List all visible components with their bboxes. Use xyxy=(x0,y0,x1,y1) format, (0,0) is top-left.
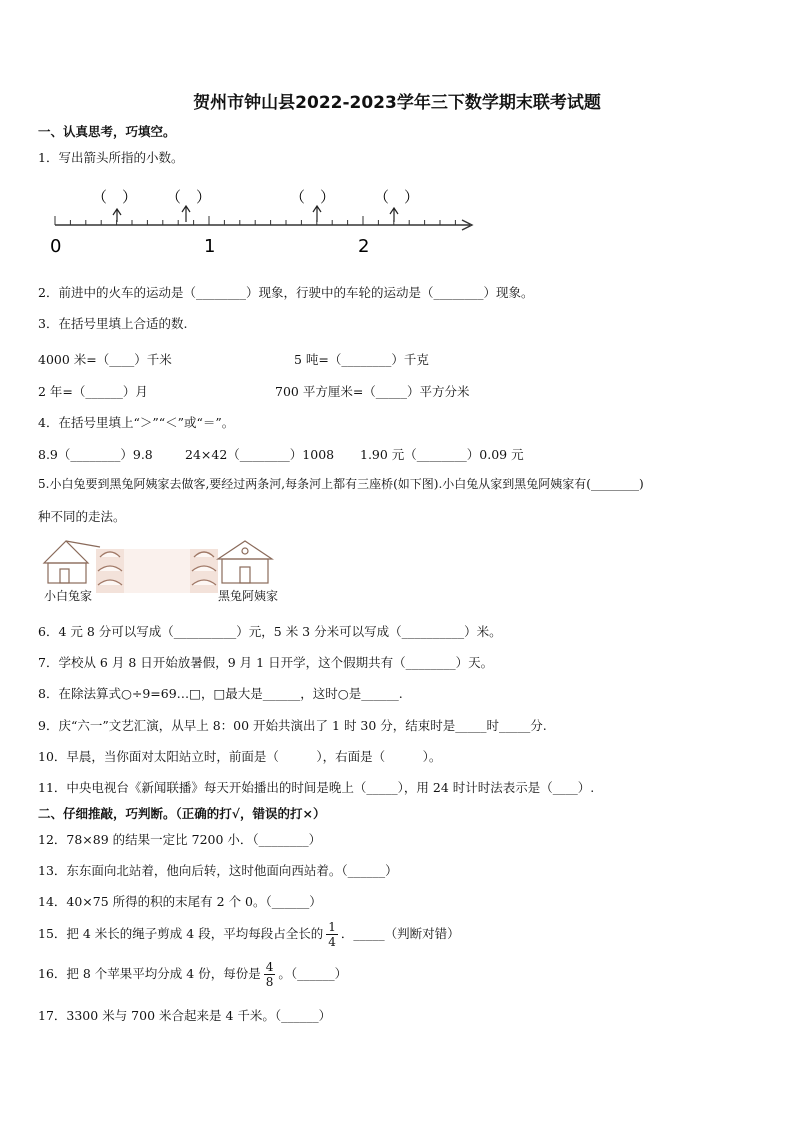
axis-label-2: 2 xyxy=(358,236,370,257)
question-15-text: 15．把 4 米长的绳子剪成 4 段，平均每段占全长的 xyxy=(38,926,324,941)
bridge-picture xyxy=(40,535,280,607)
svg-text:（ ）: （ ） xyxy=(92,188,138,206)
question-10: 10．早晨，当你面对太阳站立时，前面是（ ），右面是（ ）。 xyxy=(38,749,442,764)
axis-label-0: 0 xyxy=(50,236,62,257)
svg-text:（ ）: （ ） xyxy=(290,188,336,206)
question-16-text: 16．把 8 个苹果平均分成 4 份，每份是 xyxy=(38,966,261,981)
label-rabbit-home: 小白兔家 xyxy=(44,589,93,603)
house-right-icon xyxy=(218,541,272,583)
question-9: 9．庆“六一”文艺汇演，从早上 8：00 开始共演出了 1 时 30 分，结束时是_____时_____分. xyxy=(38,718,547,733)
question-15-answer: ．_____（判断对错） xyxy=(340,926,460,941)
axis-label-1: 1 xyxy=(204,236,216,257)
question-3-item-2: 5 吨=（________）千克 xyxy=(294,352,429,367)
question-3-item-1: 4000 米=（____）千米 xyxy=(38,352,172,367)
question-4-item-3: 1.90 元（________）0.09 元 xyxy=(360,447,524,462)
question-1: 1．写出箭头所指的小数。 xyxy=(38,150,184,165)
question-5-line-1: 5.小白兔要到黑兔阿姨家去做客,要经过两条河,每条河上都有三座桥(如下图).小白兔从家到黑兔阿姨家有(________) xyxy=(38,477,644,491)
fraction-numerator: 4 xyxy=(265,960,274,974)
svg-text:（ ）: （ ） xyxy=(166,188,212,206)
question-7: 7．学校从 6 月 8 日开始放暑假，9 月 1 日开学，这个假期共有（________）天。 xyxy=(38,655,494,670)
question-6: 6．4 元 8 分可以写成（__________）元，5 米 3 分米可以写成（__________）米。 xyxy=(38,624,502,639)
bracket-1 xyxy=(92,188,137,206)
question-17: 17．3300 米与 700 米合起来是 4 千米。（______） xyxy=(38,1008,332,1023)
fraction-denominator: 4 xyxy=(328,935,336,949)
fraction-numerator: 1 xyxy=(328,920,336,934)
question-5-line-2: 种不同的走法。 xyxy=(38,509,126,524)
question-3-item-3: 2 年=（______）月 xyxy=(38,384,148,399)
label-aunt-home: 黑兔阿姨家 xyxy=(218,589,279,603)
section-1-heading: 一、认真思考，巧填空。 xyxy=(38,124,176,139)
question-3: 3．在括号里填上合适的数. xyxy=(38,316,188,331)
question-16 xyxy=(38,960,347,989)
section-2-heading: 二、仔细推敲，巧判断。（正确的打√，错误的打×） xyxy=(38,806,326,821)
bracket-3 xyxy=(290,188,335,206)
svg-text:（ ）: （ ） xyxy=(374,188,420,206)
question-12: 12．78×89 的结果一定比 7200 小．（________） xyxy=(38,832,322,847)
question-4-item-1: 8.9（________）9.8 xyxy=(38,447,153,462)
axis-ticks xyxy=(55,216,455,225)
middle-land xyxy=(124,549,190,593)
fraction-one-quarter xyxy=(326,920,338,949)
question-3-item-4: 700 平方厘米=（_____）平方分米 xyxy=(275,384,470,399)
question-13: 13．东东面向北站着，他向后转，这时他面向西站着。（______） xyxy=(38,863,398,878)
bracket-4 xyxy=(374,188,419,206)
question-15 xyxy=(38,920,460,949)
question-14: 14．40×75 所得的积的末尾有 2 个 0。（______） xyxy=(38,894,322,909)
page-title: 贺州市钟山县2022-2023学年三下数学期末联考试题 xyxy=(193,93,601,113)
question-16-answer: 。（______） xyxy=(278,966,348,981)
question-2: 2．前进中的火车的运动是（________）现象，行驶中的车轮的运动是（________）现象。 xyxy=(38,285,534,300)
question-4: 4．在括号里填上“＞”“＜”或“＝”。 xyxy=(38,415,235,430)
house-left-icon xyxy=(44,541,100,583)
fraction-four-eighths xyxy=(264,960,276,989)
question-4-item-2: 24×42（________）1008 xyxy=(185,447,335,462)
fraction-denominator: 8 xyxy=(265,975,274,989)
number-line-figure xyxy=(40,180,490,260)
question-8: 8．在除法算式○÷9=69…□，□最大是______，这时○是______. xyxy=(38,686,403,701)
arrow-icon xyxy=(113,206,398,222)
question-11: 11．中央电视台《新闻联播》每天开始播出的时间是晚上（_____），用 24 时计时法表示是（____）. xyxy=(38,780,595,795)
bracket-2 xyxy=(166,188,211,206)
